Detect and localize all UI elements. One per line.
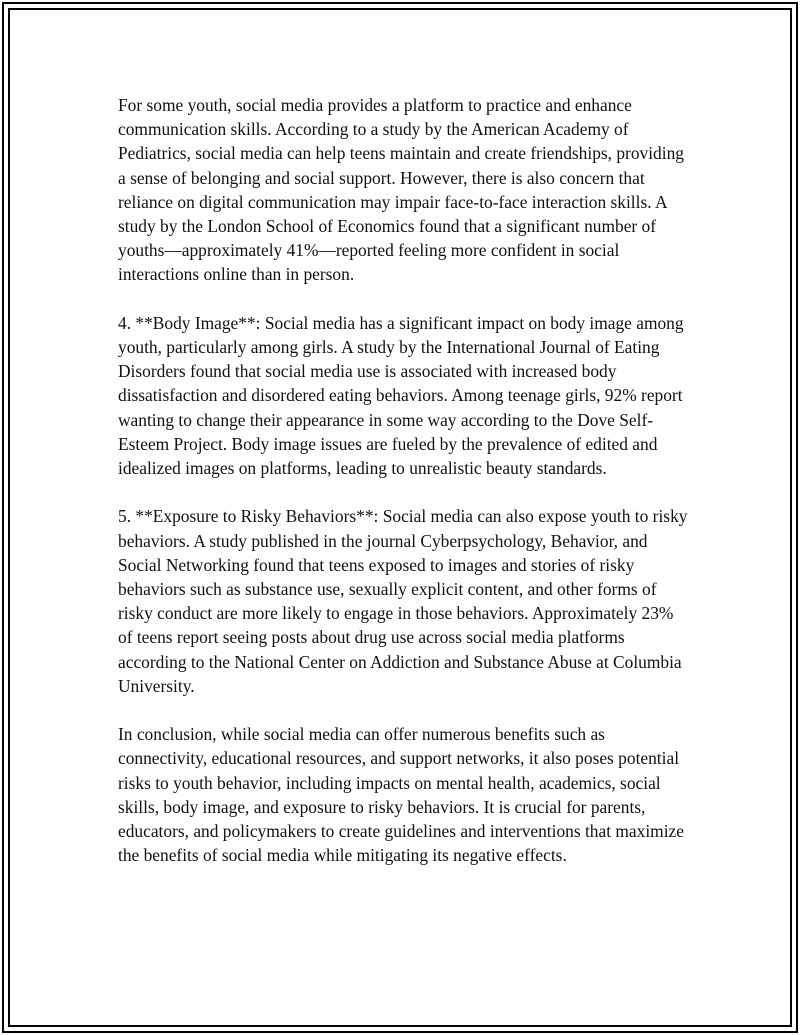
document-body — [118, 93, 688, 892]
paragraph-conclusion: In conclusion, while social media can offer numerous benefits such as connectivity, educational resources, and support networks, it also poses potential risks to youth behavior, including impacts on mental health, academics, social skills, body image, and exposure to risky behaviors. It is crucial for parents, educators, and policymakers to create guidelines and interventions that maximize the benefits of social media while mitigating its negative effects. — [118, 724, 684, 866]
paragraph-risky-behaviors: 5. **Exposure to Risky Behaviors**: Social media can also expose youth to risky behaviors. A study published in the journal Cyberpsychology, Behavior, and Social Networking found that teens exposed to images and stories of risky behaviors such as substance use, sexually explicit content, and other forms of risky conduct are more likely to engage in those behaviors. Approximately 23% of teens report seeing posts about drug use across social media platforms according to the National Center on Addiction and Substance Abuse at Columbia University. — [118, 506, 688, 696]
paragraph-body-image: 4. **Body Image**: Social media has a significant impact on body image among youth, particularly among girls. A study by the International Journal of Eating Disorders found that social media use is associated with increased body dissatisfaction and disordered eating behaviors. Among teenage girls, 92% report wanting to change their appearance in some way according to the Dove Self-Esteem Project. Body image issues are fueled by the prevalence of edited and idealized images on platforms, leading to unrealistic beauty standards. — [118, 312, 684, 479]
paragraph-social-skills: For some youth, social media provides a platform to practice and enhance communication skills. According to a study by the American Academy of Pediatrics, social media can help teens maintain and create friendships, providing a sense of belonging and social support. However, there is also concern that reliance on digital communication may impair face-to-face interaction skills. A study by the London School of Economics found that a significant number of youths—approximately 41%—reported feeling more confident in social interactions online than in person. — [118, 95, 684, 285]
